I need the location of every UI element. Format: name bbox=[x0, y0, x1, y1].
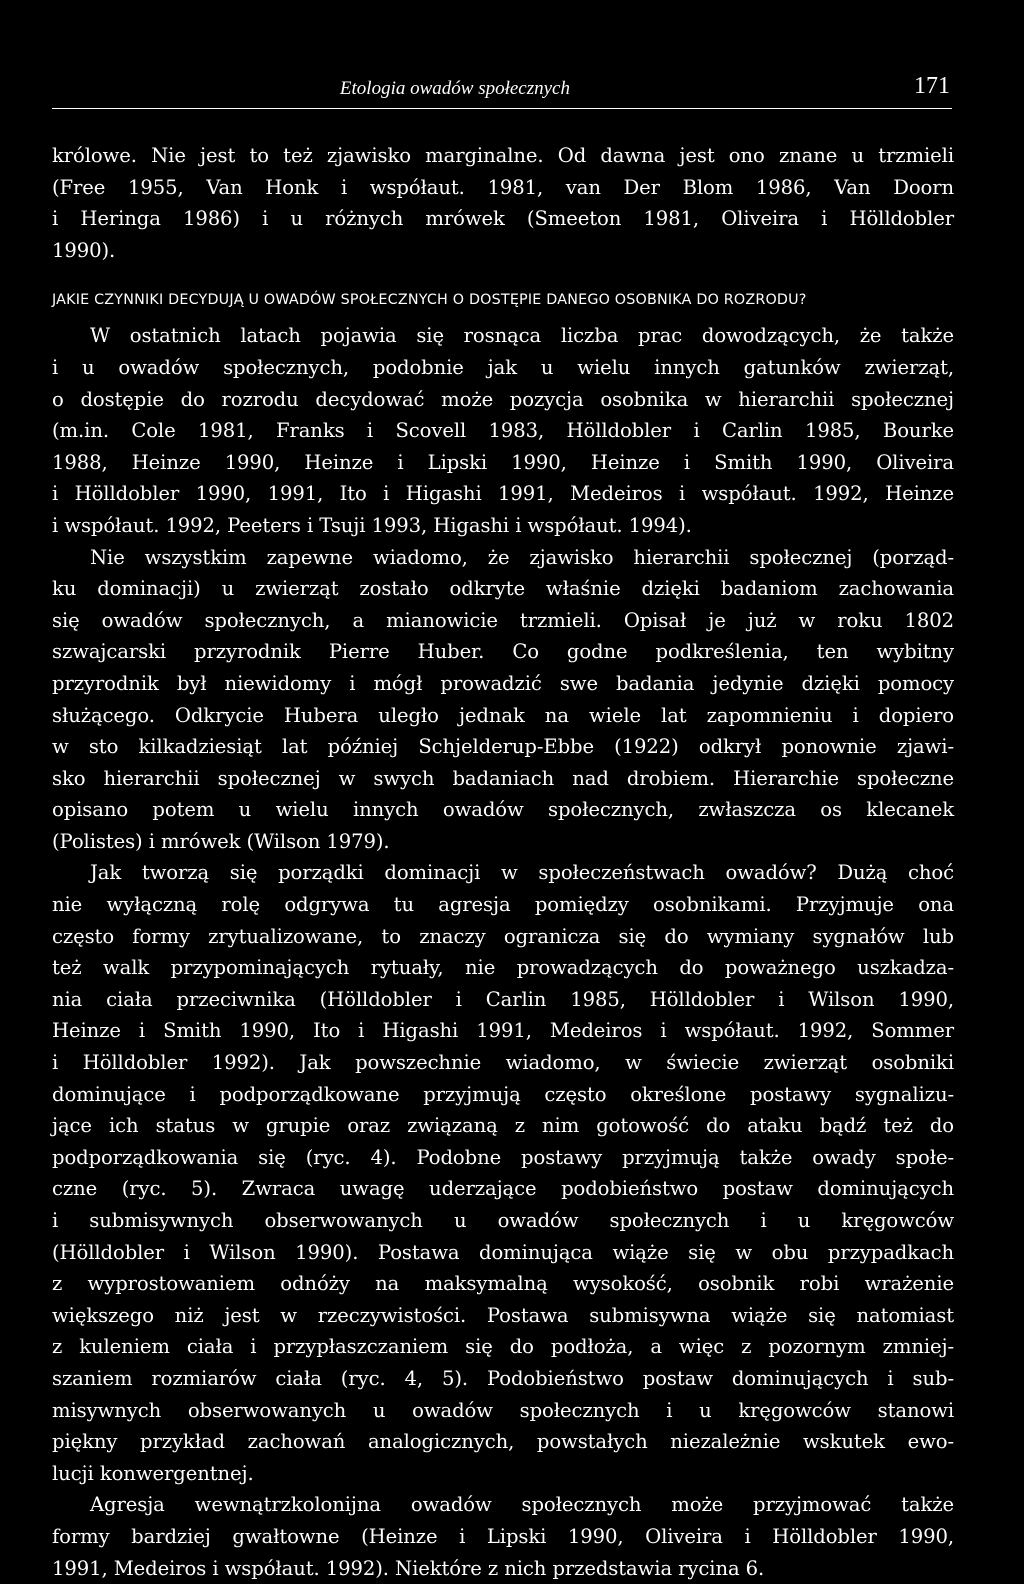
text-line: Nie wszystkim zapewne wiadomo, że zjawisko hierarchii społecznej (porząd- bbox=[90, 545, 954, 569]
text-line: i submisywnych obserwowanych u owadów społecznych i u kręgowców bbox=[52, 1209, 954, 1232]
text-line: ku dominacji) u zwierząt zostało odkryte właśnie dzięki badaniom zachowania bbox=[52, 577, 954, 601]
text-line: przyrodnik był niewidomy i mógł prowadzić swe badania jedynie dzięki pomocy bbox=[52, 671, 954, 695]
paragraph-continuation bbox=[52, 140, 954, 266]
text-line: jące ich status w grupie oraz związaną z nim gotowość do ataku bądź też do bbox=[52, 1114, 954, 1138]
text-line: W ostatnich latach pojawia się rosnąca liczba prac dowodzących, że także bbox=[90, 324, 954, 348]
text-line: Heinze i Smith 1990, Ito i Higashi 1991, Medeiros i współaut. 1992, Sommer bbox=[52, 1019, 954, 1043]
text-line: się owadów społecznych, a mianowicie trzmieli. Opisał je już w roku 1802 bbox=[52, 608, 954, 632]
body-text bbox=[52, 140, 954, 1584]
text-line: o dostępie do rozrodu decydować może pozycja osobnika w hierarchii społecznej bbox=[52, 387, 954, 411]
text-line: służącego. Odkrycie Hubera uległo jednak na wiele lat zapomnieniu i dopiero bbox=[52, 703, 954, 727]
text-line: i Hölldobler 1990, 1991, Ito i Higashi 1991, Medeiros i współaut. 1992, Heinze bbox=[52, 482, 954, 506]
text-line: z wyprostowaniem odnóży na maksymalną wysokość, osobnik robi wrażenie bbox=[52, 1272, 954, 1296]
text-line: piękny przykład zachowań analogicznych, powstałych niezależnie wskutek ewo- bbox=[52, 1430, 954, 1454]
text-line: i Heringa 1986) i u różnych mrówek (Smeeton 1981, Oliveira i Hölldobler bbox=[52, 207, 954, 231]
text-line: czne (ryc. 5). Zwraca uwagę uderzające podobieństwo postaw dominujących bbox=[52, 1177, 954, 1201]
text-line: i u owadów społecznych, podobnie jak u wielu innych gatunków zwierząt, bbox=[52, 355, 954, 379]
text-line: szaniem rozmiarów ciała (ryc. 4, 5). Podobieństwo postaw dominujących i sub- bbox=[52, 1366, 954, 1390]
text-line: dominujące i podporządkowane przyjmują często określone postawy sygnalizu- bbox=[52, 1082, 954, 1106]
text-line: królowe. Nie jest to też zjawisko marginalne. Od dawna jest ono znane u trzmieli bbox=[52, 144, 954, 167]
text-line: formy bardziej gwałtowne (Heinze i Lipski 1990, Oliveira i Hölldobler 1990, bbox=[52, 1524, 954, 1548]
text-line: Jak tworzą się porządki dominacji w społeczeństwach owadów? Dużą choć bbox=[90, 861, 954, 885]
text-line: nie wyłączną rolę odgrywa tu agresja pomiędzy osobnikami. Przyjmuje ona bbox=[52, 893, 954, 917]
text-line: w sto kilkadziesiąt lat później Schjelderup-Ebbe (1922) odkrył ponownie zjawi- bbox=[52, 735, 954, 759]
text-line: i współaut. 1992, Peeters i Tsuji 1993, Higashi i współaut. 1994). bbox=[52, 513, 692, 537]
page-number: 171 bbox=[914, 73, 950, 99]
paragraph bbox=[52, 320, 954, 541]
paragraph bbox=[52, 542, 954, 858]
text-line: też walk przypominających rytuały, nie prowadzących do poważnego uszkadza- bbox=[52, 956, 954, 980]
text-line: (Hölldobler i Wilson 1990). Postawa dominująca wiąże się w obu przypadkach bbox=[52, 1240, 954, 1264]
text-line: 1991, Medeiros i współaut. 1992). Niektóre z nich przedstawia rycina 6. bbox=[52, 1556, 765, 1580]
text-line: lucji konwergentnej. bbox=[52, 1461, 254, 1485]
text-line: szwajcarski przyrodnik Pierre Huber. Co godne podkreślenia, ten wybitny bbox=[52, 640, 954, 664]
page-header bbox=[52, 73, 952, 109]
text-line: misywnych obserwowanych u owadów społecznych i u kręgowców stanowi bbox=[52, 1398, 954, 1422]
text-line: większego niż jest w rzeczywistości. Postawa submisywna wiąże się natomiast bbox=[52, 1303, 954, 1327]
paragraph bbox=[52, 1489, 954, 1584]
text-line: (Polistes) i mrówek (Wilson 1979). bbox=[52, 829, 390, 853]
running-title: Etologia owadów społecznych bbox=[339, 78, 570, 99]
text-line: często formy zrytualizowane, to znaczy ogranicza się do wymiany sygnałów lub bbox=[52, 924, 954, 948]
text-line: (Free 1955, Van Honk i współaut. 1981, van Der Blom 1986, Van Doorn bbox=[52, 175, 954, 199]
text-line: Agresja wewnątrzkolonijna owadów społecznych może przyjmować także bbox=[90, 1493, 954, 1517]
text-line: podporządkowania się (ryc. 4). Podobne postawy przyjmują także owady społe- bbox=[52, 1145, 954, 1169]
text-line: z kuleniem ciała i przypłaszczaniem się do podłoża, a więc z pozornym zmniej- bbox=[52, 1335, 954, 1359]
section-heading: JAKIE CZYNNIKI DECYDUJĄ U OWADÓW SPOŁECZNYCH O DOSTĘPIE DANEGO OSOBNIKA DO ROZRODU? bbox=[52, 292, 807, 309]
text-line: i Hölldobler 1992). Jak powszechnie wiadomo, w świecie zwierząt osobniki bbox=[52, 1051, 954, 1075]
paragraph bbox=[52, 857, 954, 1489]
text-line: 1990). bbox=[52, 238, 116, 262]
text-line: (m.in. Cole 1981, Franks i Scovell 1983, Hölldobler i Carlin 1985, Bourke bbox=[52, 419, 954, 443]
text-line: sko hierarchii społecznej w swych badaniach nad drobiem. Hierarchie społeczne bbox=[52, 766, 954, 790]
text-line: opisano potem u wielu innych owadów społecznych, zwłaszcza os klecanek bbox=[52, 798, 954, 822]
text-line: nia ciała przeciwnika (Hölldobler i Carlin 1985, Hölldobler i Wilson 1990, bbox=[52, 987, 954, 1011]
text-line: 1988, Heinze 1990, Heinze i Lipski 1990, Heinze i Smith 1990, Oliveira bbox=[52, 450, 954, 474]
